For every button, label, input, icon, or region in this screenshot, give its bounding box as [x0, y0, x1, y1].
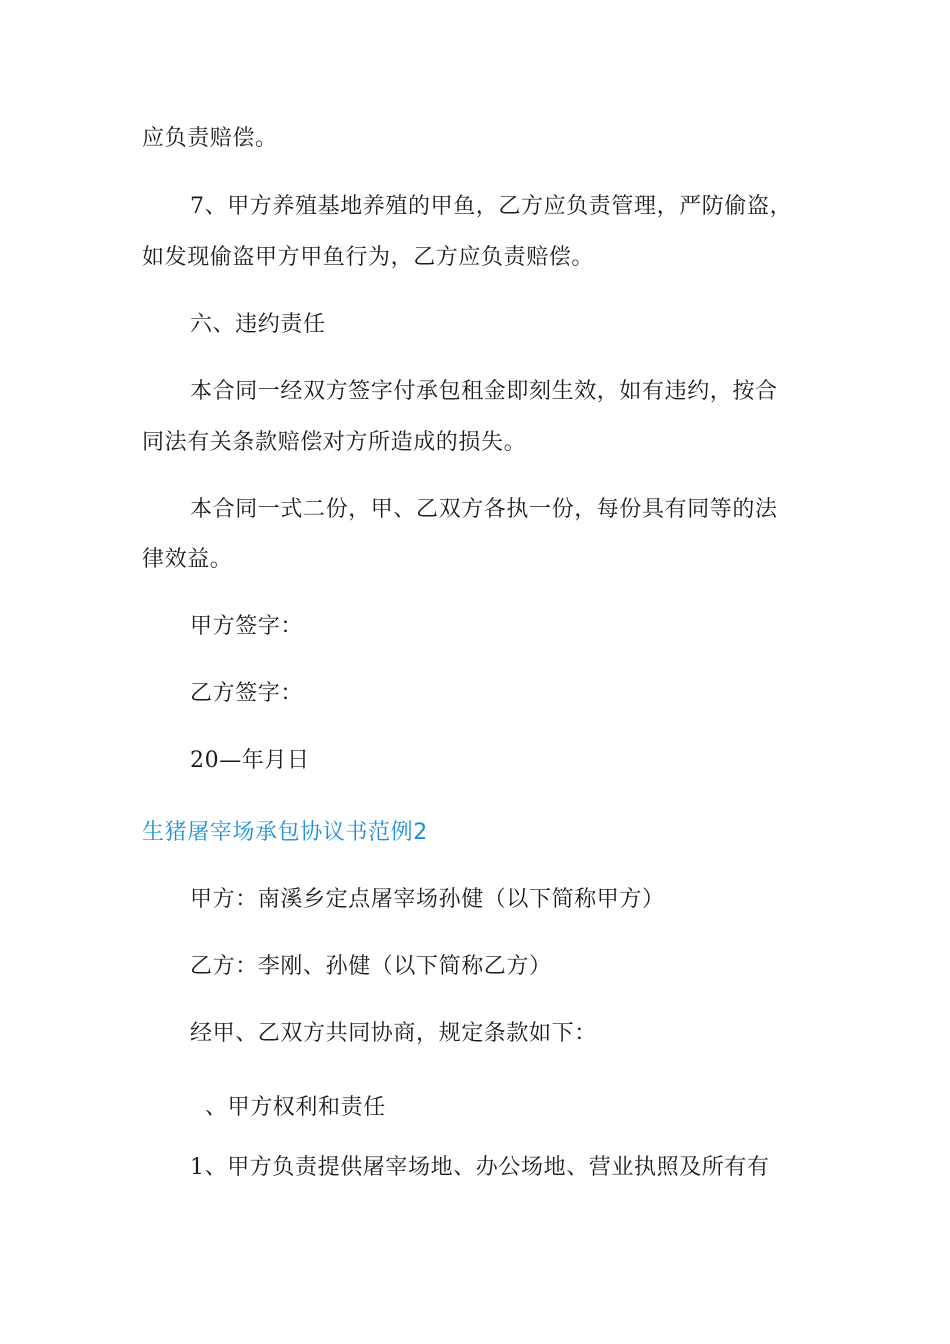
copies-paragraph-line-2: 律效益。	[142, 547, 233, 572]
clause-7-line-1: 7、甲方养殖基地养殖的甲鱼，乙方应负责管理，严防偷盗，	[190, 194, 793, 219]
copies-paragraph-line-1: 本合同一式二份，甲、乙双方各执一份，每份具有同等的法	[190, 497, 778, 522]
clause-7-line-2: 如发现偷盗甲方甲鱼行为，乙方应负责赔偿。	[142, 245, 595, 270]
party-a-line: 甲方：南溪乡定点屠宰场孙健（以下简称甲方）	[190, 887, 665, 912]
date-line: 20—年月日	[190, 748, 310, 773]
section-heading-breach: 六、违约责任	[190, 312, 326, 337]
breach-paragraph-line-1: 本合同一经双方签字付承包租金即刻生效，如有违约，按合	[190, 379, 778, 404]
party-a-rights-heading: 、甲方权利和责任	[205, 1095, 386, 1120]
party-a-signature: 甲方签字：	[190, 614, 304, 639]
agreement-intro: 经甲、乙双方共同协商，规定条款如下：	[190, 1021, 597, 1046]
paragraph-line: 应负责赔偿。	[142, 126, 278, 151]
section-title: 生猪屠宰场承包协议书范例2	[142, 820, 428, 845]
breach-paragraph-line-2: 同法有关条款赔偿对方所造成的损失。	[142, 430, 527, 455]
party-b-line: 乙方：李刚、孙健（以下简称乙方）	[190, 954, 552, 979]
clause-1-line: 1、甲方负责提供屠宰场地、办公场地、营业执照及所有有	[190, 1155, 770, 1180]
party-b-signature: 乙方签字：	[190, 681, 304, 706]
